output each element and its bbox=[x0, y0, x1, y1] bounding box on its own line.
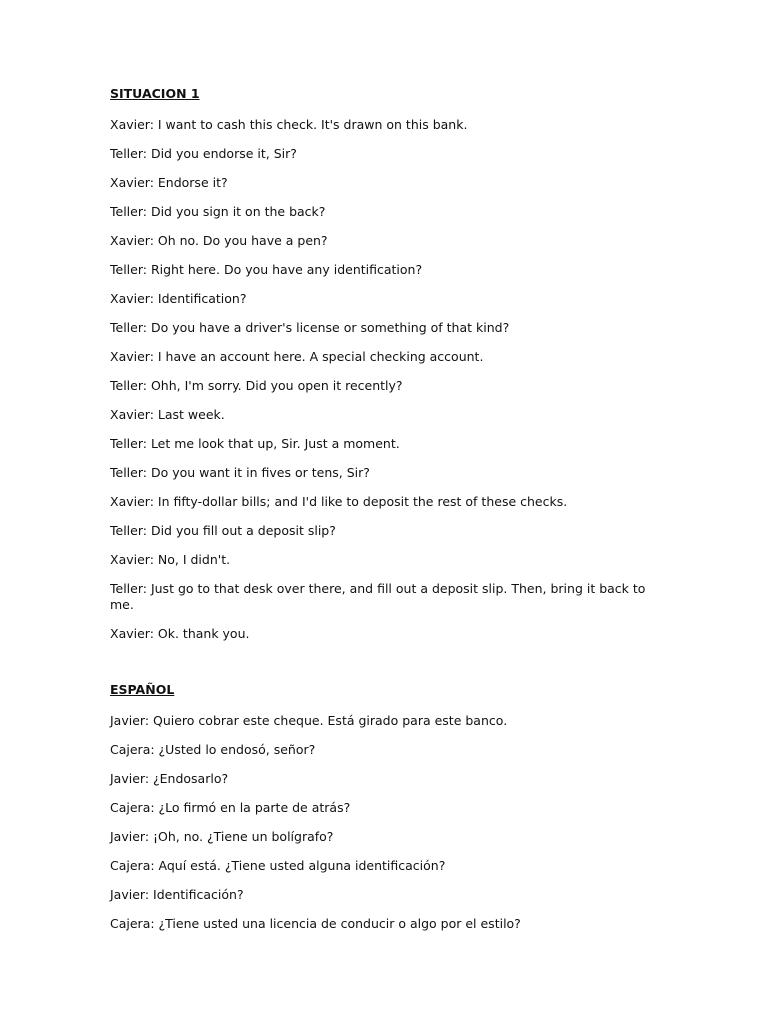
dialogue-line: Cajera: ¿Lo firmó en la parte de atrás? bbox=[110, 800, 351, 815]
dialogue-line: Teller: Ohh, I'm sorry. Did you open it recently? bbox=[110, 378, 403, 393]
dialogue-line: Cajera: Aquí está. ¿Tiene usted alguna identificación? bbox=[110, 858, 446, 873]
dialogue-line: Teller: Just go to that desk over there, and fill out a deposit slip. Then, bring it back to me. bbox=[110, 581, 646, 612]
dialogue-line: Javier: Identificación? bbox=[110, 887, 244, 902]
section-spacer bbox=[110, 655, 668, 682]
dialogue-line: Xavier: I have an account here. A special checking account. bbox=[110, 349, 484, 364]
dialogue-line: Xavier: No, I didn't. bbox=[110, 552, 231, 567]
dialogue-line: Teller: Did you endorse it, Sir? bbox=[110, 146, 297, 161]
dialogue-line: Teller: Did you sign it on the back? bbox=[110, 204, 326, 219]
section-heading: ESPAÑOL bbox=[110, 682, 175, 697]
dialogue-line: Teller: Let me look that up, Sir. Just a moment. bbox=[110, 436, 400, 451]
dialogue-line: Javier: ¡Oh, no. ¿Tiene un bolígrafo? bbox=[110, 829, 334, 844]
dialogue-line: Xavier: Endorse it? bbox=[110, 175, 228, 190]
dialogue-line: Teller: Do you have a driver's license or something of that kind? bbox=[110, 320, 510, 335]
dialogue-line: Xavier: In fifty-dollar bills; and I'd like to deposit the rest of these checks. bbox=[110, 494, 568, 509]
section-espanol bbox=[110, 682, 668, 932]
dialogue-line: Cajera: ¿Tiene usted una licencia de conducir o algo por el estilo? bbox=[110, 916, 521, 931]
dialogue-line: Xavier: Ok. thank you. bbox=[110, 626, 250, 641]
dialogue-line: Teller: Right here. Do you have any identification? bbox=[110, 262, 423, 277]
dialogue-line: Javier: Quiero cobrar este cheque. Está girado para este banco. bbox=[110, 713, 508, 728]
dialogue-line: Cajera: ¿Usted lo endosó, señor? bbox=[110, 742, 316, 757]
section-heading: SITUACION 1 bbox=[110, 86, 200, 101]
dialogue-line: Teller: Do you want it in fives or tens, Sir? bbox=[110, 465, 370, 480]
dialogue-line: Xavier: Last week. bbox=[110, 407, 225, 422]
dialogue-line: Xavier: I want to cash this check. It's drawn on this bank. bbox=[110, 117, 468, 132]
dialogue-line: Xavier: Oh no. Do you have a pen? bbox=[110, 233, 328, 248]
dialogue-line: Xavier: Identification? bbox=[110, 291, 247, 306]
dialogue-line: Teller: Did you fill out a deposit slip? bbox=[110, 523, 336, 538]
dialogue-line: Javier: ¿Endosarlo? bbox=[110, 771, 229, 786]
section-situacion-1 bbox=[110, 86, 668, 642]
